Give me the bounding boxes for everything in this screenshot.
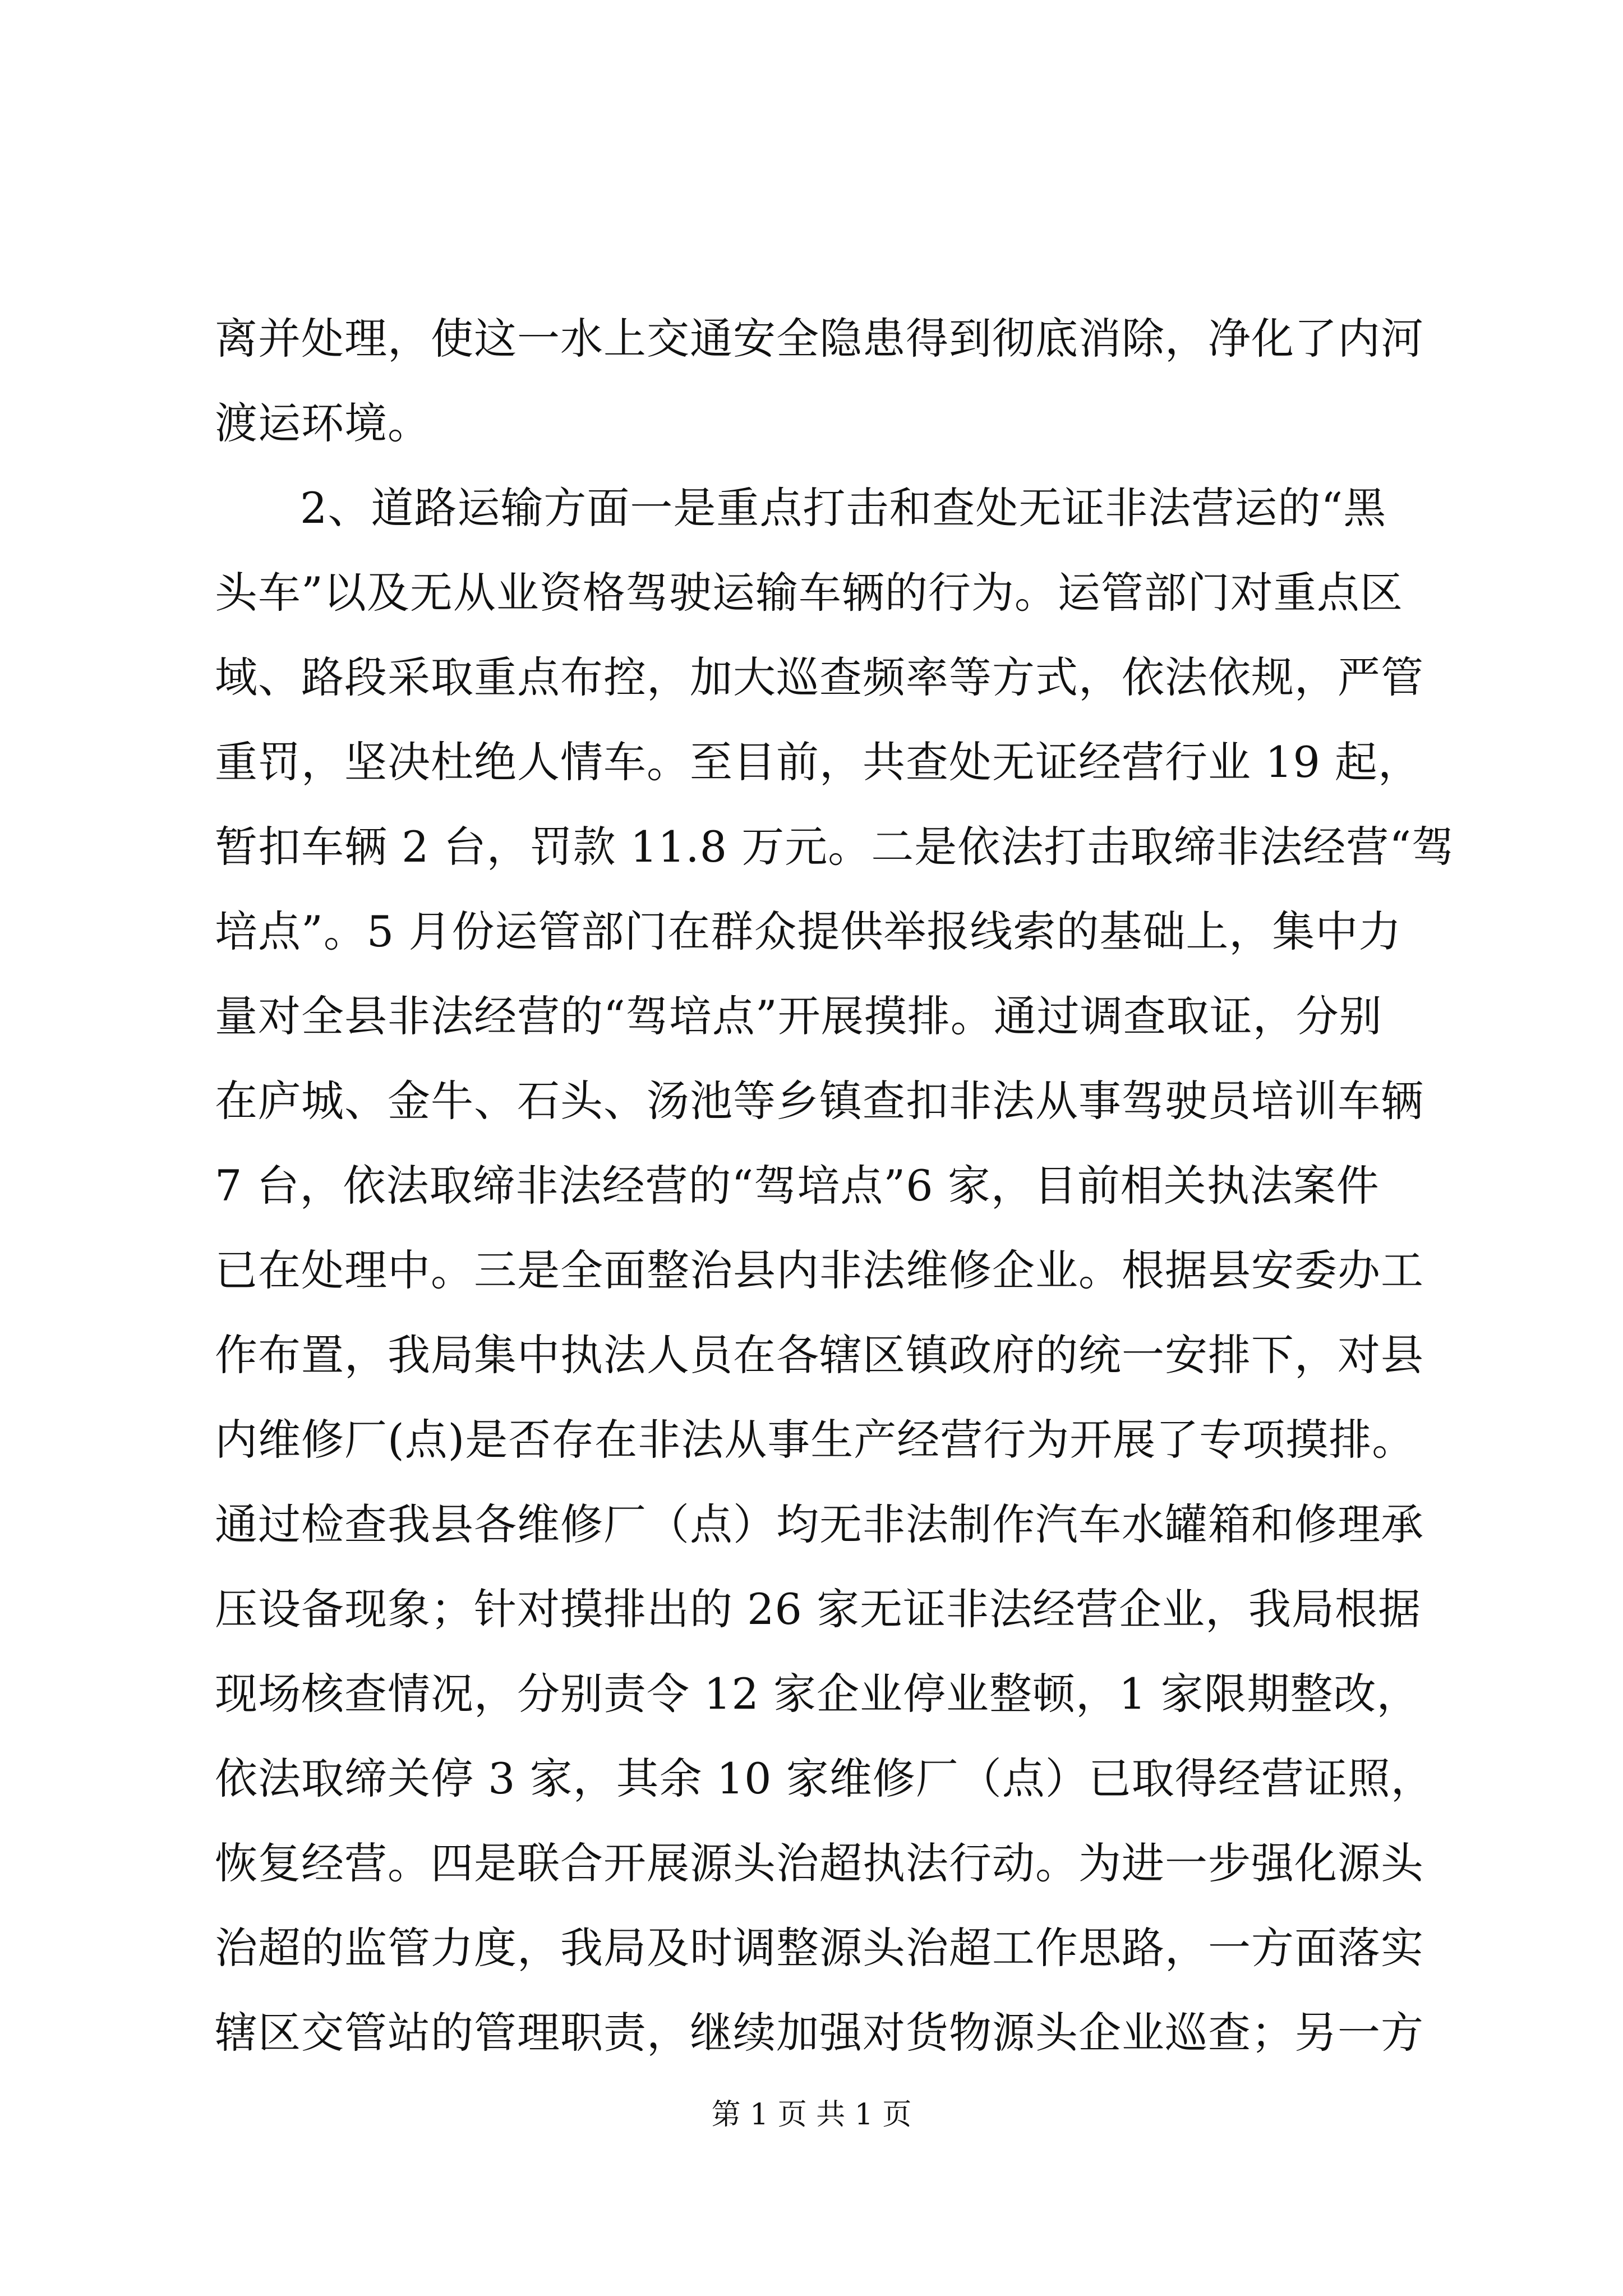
text-line: 已在处理中。三是全面整治县内非法维修企业。根据县安委办工 <box>215 1245 1424 1295</box>
text-line: 离并处理，使这一水上交通安全隐患得到彻底消除，净化了内河 <box>215 314 1424 364</box>
page-number-label: 第 1 页 共 1 页 <box>711 2098 912 2132</box>
text-line: 培点”。5 月份运管部门在群众提供举报线索的基础上，集中力 <box>215 907 1402 956</box>
text-line: 依法取缔关停 3 家，其余 10 家维修厂（点）已取得经营证照， <box>215 1754 1434 1803</box>
text-line: 重罚，坚决杜绝人情车。至目前，共查处无证经营行业 19 起， <box>215 737 1422 787</box>
text-line: 头车”以及无从业资格驾驶运输车辆的行为。运管部门对重点区 <box>215 568 1403 618</box>
text-line: 渡运环境。 <box>215 398 431 448</box>
paragraph-first-line: 2、道路运输方面一是重点打击和查处无证非法营运的“黑 <box>300 483 1387 533</box>
text-line: 恢复经营。四是联合开展源头治超执法行动。为进一步强化源头 <box>215 1838 1424 1888</box>
text-line: 暂扣车辆 2 台，罚款 11.8 万元。二是依法打击取缔非法经营“驾 <box>215 822 1455 872</box>
text-line: 7 台，依法取缔非法经营的“驾培点”6 家，目前相关执法案件 <box>215 1161 1380 1211</box>
text-line: 域、路段采取重点布控，加大巡查频率等方式，依法依规，严管 <box>215 652 1424 702</box>
document-body <box>215 296 1455 2075</box>
page-footer <box>0 2095 1623 2134</box>
text-line: 现场核查情况，分别责令 12 家企业停业整顿，1 家限期整改， <box>215 1669 1420 1719</box>
text-line: 通过检查我县各维修厂（点）均无非法制作汽车水罐箱和修理承 <box>215 1499 1424 1549</box>
text-line: 作布置，我局集中执法人员在各辖区镇政府的统一安排下，对县 <box>215 1330 1424 1380</box>
text-line: 量对全县非法经营的“驾培点”开展摸排。通过调查取证，分别 <box>215 991 1382 1041</box>
text-line: 内维修厂(点)是否存在非法从事生产经营行为开展了专项摸排。 <box>215 1415 1415 1465</box>
text-line: 在庐城、金牛、石头、汤池等乡镇查扣非法从事驾驶员培训车辆 <box>215 1076 1424 1126</box>
text-line: 辖区交管站的管理职责，继续加强对货物源头企业巡查；另一方 <box>215 2008 1424 2058</box>
text-line: 压设备现象；针对摸排出的 26 家无证非法经营企业，我局根据 <box>215 1584 1422 1634</box>
text-line: 治超的监管力度，我局及时调整源头治超工作思路，一方面落实 <box>215 1923 1424 1973</box>
